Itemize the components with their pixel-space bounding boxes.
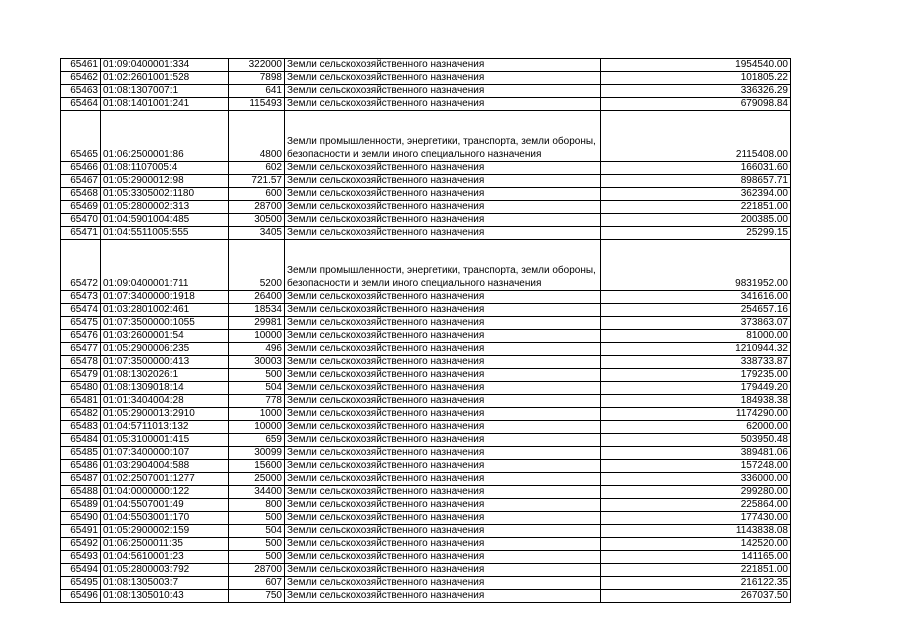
cadastral-value-cell[interactable]: 184938.38: [601, 395, 791, 408]
row-number-cell[interactable]: 65480: [61, 382, 101, 395]
row-number-cell[interactable]: 65461: [61, 59, 101, 72]
cadastral-number-cell[interactable]: 01:04:5507001:49: [101, 499, 229, 512]
cadastral-value-cell[interactable]: 503950.48: [601, 434, 791, 447]
cadastral-value-cell[interactable]: 142520.00: [601, 538, 791, 551]
land-category-cell[interactable]: Земли сельскохозяйственного назначения: [285, 188, 601, 201]
land-category-cell[interactable]: Земли сельскохозяйственного назначения: [285, 460, 601, 473]
land-category-cell[interactable]: Земли сельскохозяйственного назначения: [285, 317, 601, 330]
land-category-cell[interactable]: Земли сельскохозяйственного назначения: [285, 577, 601, 590]
row-number-cell[interactable]: 65487: [61, 473, 101, 486]
cadastral-value-cell[interactable]: 221851.00: [601, 564, 791, 577]
cadastral-number-cell[interactable]: 01:09:0400001:711: [101, 240, 229, 291]
cadastral-number-cell[interactable]: 01:05:2800002:313: [101, 201, 229, 214]
land-category-cell[interactable]: Земли сельскохозяйственного назначения: [285, 369, 601, 382]
land-category-cell[interactable]: Земли сельскохозяйственного назначения: [285, 395, 601, 408]
land-category-cell[interactable]: Земли сельскохозяйственного назначения: [285, 486, 601, 499]
row-number-cell[interactable]: 65470: [61, 214, 101, 227]
area-cell[interactable]: 30500: [229, 214, 285, 227]
table-row: [61, 512, 791, 525]
land-category-cell[interactable]: Земли сельскохозяйственного назначения: [285, 512, 601, 525]
row-number-cell[interactable]: 65464: [61, 98, 101, 111]
area-cell[interactable]: 25000: [229, 473, 285, 486]
land-category-cell[interactable]: Земли сельскохозяйственного назначения: [285, 590, 601, 603]
cadastral-number-cell[interactable]: 01:03:2600001:54: [101, 330, 229, 343]
land-category-cell[interactable]: Земли сельскохозяйственного назначения: [285, 473, 601, 486]
row-number-cell[interactable]: 65466: [61, 162, 101, 175]
area-cell[interactable]: 800: [229, 499, 285, 512]
cadastral-number-cell[interactable]: 01:05:3305002:1180: [101, 188, 229, 201]
table-row: [61, 577, 791, 590]
row-number-cell[interactable]: 65472: [61, 240, 101, 291]
land-category-cell[interactable]: Земли сельскохозяйственного назначения: [285, 85, 601, 98]
cadastral-value-cell[interactable]: 9831952.00: [601, 240, 791, 291]
area-cell[interactable]: 7898: [229, 72, 285, 85]
row-number-cell[interactable]: 65478: [61, 356, 101, 369]
table-row: [61, 590, 791, 603]
table-row: [61, 188, 791, 201]
table-row: [61, 201, 791, 214]
cadastral-value-cell[interactable]: 338733.87: [601, 356, 791, 369]
row-number-cell[interactable]: 65473: [61, 291, 101, 304]
row-number-cell[interactable]: 65485: [61, 447, 101, 460]
table-row: [61, 460, 791, 473]
cadastral-value-cell[interactable]: 299280.00: [601, 486, 791, 499]
cadastral-number-cell[interactable]: 01:04:5901004:485: [101, 214, 229, 227]
row-number-cell[interactable]: 65482: [61, 408, 101, 421]
area-cell[interactable]: 504: [229, 525, 285, 538]
land-category-cell[interactable]: Земли сельскохозяйственного назначения: [285, 551, 601, 564]
table-row: [61, 356, 791, 369]
area-cell[interactable]: 659: [229, 434, 285, 447]
table-row: [61, 382, 791, 395]
land-category-cell[interactable]: Земли сельскохозяйственного назначения: [285, 304, 601, 317]
table-row: [61, 85, 791, 98]
area-cell[interactable]: 641: [229, 85, 285, 98]
cadastral-number-cell[interactable]: 01:05:2800003:792: [101, 564, 229, 577]
cadastral-number-cell[interactable]: 01:04:5711013:132: [101, 421, 229, 434]
area-cell[interactable]: 115493: [229, 98, 285, 111]
table-row: [61, 343, 791, 356]
cadastral-number-cell[interactable]: 01:03:2904004:588: [101, 460, 229, 473]
row-number-cell[interactable]: 65494: [61, 564, 101, 577]
table-row: [61, 421, 791, 434]
cadastral-value-cell[interactable]: 362394.00: [601, 188, 791, 201]
land-category-cell[interactable]: Земли сельскохозяйственного назначения: [285, 201, 601, 214]
land-category-cell[interactable]: Земли сельскохозяйственного назначения: [285, 382, 601, 395]
row-number-cell[interactable]: 65492: [61, 538, 101, 551]
row-number-cell[interactable]: 65465: [61, 111, 101, 162]
table-row: [61, 72, 791, 85]
table-row: [61, 240, 791, 291]
table-row: [61, 369, 791, 382]
cadastral-number-cell[interactable]: 01:07:3400000:1918: [101, 291, 229, 304]
area-cell[interactable]: 496: [229, 343, 285, 356]
table-row: [61, 395, 791, 408]
cadastral-value-cell[interactable]: 179449.20: [601, 382, 791, 395]
cadastral-value-cell[interactable]: 267037.50: [601, 590, 791, 603]
table-row: [61, 538, 791, 551]
land-category-cell[interactable]: Земли сельскохозяйственного назначения: [285, 525, 601, 538]
area-cell[interactable]: 607: [229, 577, 285, 590]
table-row: [61, 227, 791, 240]
land-category-cell[interactable]: Земли сельскохозяйственного назначения: [285, 421, 601, 434]
cadastral-number-cell[interactable]: 01:08:1305010:43: [101, 590, 229, 603]
land-category-cell[interactable]: Земли сельскохозяйственного назначения: [285, 330, 601, 343]
cadastral-number-cell[interactable]: 01:08:1107005:4: [101, 162, 229, 175]
area-cell[interactable]: 778: [229, 395, 285, 408]
cadastral-value-cell[interactable]: 1954540.00: [601, 59, 791, 72]
land-category-cell[interactable]: Земли сельскохозяйственного назначения: [285, 564, 601, 577]
area-cell[interactable]: 15600: [229, 460, 285, 473]
land-category-cell[interactable]: Земли сельскохозяйственного назначения: [285, 538, 601, 551]
land-category-cell[interactable]: Земли сельскохозяйственного назначения: [285, 356, 601, 369]
table-row: [61, 551, 791, 564]
area-cell[interactable]: 10000: [229, 330, 285, 343]
row-number-cell[interactable]: 65490: [61, 512, 101, 525]
cadastral-value-cell[interactable]: 2115408.00: [601, 111, 791, 162]
cadastral-value-cell[interactable]: 177430.00: [601, 512, 791, 525]
land-category-cell[interactable]: Земли сельскохозяйственного назначения: [285, 227, 601, 240]
land-category-cell[interactable]: Земли сельскохозяйственного назначения: [285, 214, 601, 227]
cadastral-number-cell[interactable]: 01:07:3500000:413: [101, 356, 229, 369]
area-cell[interactable]: 500: [229, 538, 285, 551]
cadastral-value-cell[interactable]: 25299.15: [601, 227, 791, 240]
area-cell[interactable]: 28700: [229, 564, 285, 577]
cadastral-value-cell[interactable]: 373863.07: [601, 317, 791, 330]
cadastral-number-cell[interactable]: 01:06:2500011:35: [101, 538, 229, 551]
area-cell[interactable]: 5200: [229, 240, 285, 291]
table-row: [61, 59, 791, 72]
row-number-cell[interactable]: 65488: [61, 486, 101, 499]
land-category-cell[interactable]: Земли сельскохозяйственного назначения: [285, 175, 601, 188]
area-cell[interactable]: 500: [229, 369, 285, 382]
cadastral-value-cell[interactable]: 1143838.08: [601, 525, 791, 538]
table-row: [61, 330, 791, 343]
spreadsheet-sheet: [60, 58, 791, 603]
row-number-cell[interactable]: 65481: [61, 395, 101, 408]
area-cell[interactable]: 500: [229, 551, 285, 564]
row-number-cell[interactable]: 65468: [61, 188, 101, 201]
table-row: [61, 499, 791, 512]
land-category-cell[interactable]: Земли сельскохозяйственного назначения: [285, 408, 601, 421]
table-row: [61, 447, 791, 460]
cadastral-value-cell[interactable]: 336000.00: [601, 473, 791, 486]
cadastral-value-cell[interactable]: 62000.00: [601, 421, 791, 434]
land-category-cell[interactable]: Земли сельскохозяйственного назначения: [285, 434, 601, 447]
area-cell[interactable]: 1000: [229, 408, 285, 421]
cadastral-value-cell[interactable]: 898657.71: [601, 175, 791, 188]
land-category-cell[interactable]: Земли сельскохозяйственного назначения: [285, 343, 601, 356]
row-number-cell[interactable]: 65462: [61, 72, 101, 85]
table-row: [61, 564, 791, 577]
cadastral-number-cell[interactable]: 01:04:0000000:122: [101, 486, 229, 499]
area-cell[interactable]: 29981: [229, 317, 285, 330]
row-number-cell[interactable]: 65493: [61, 551, 101, 564]
land-category-cell[interactable]: Земли сельскохозяйственного назначения: [285, 291, 601, 304]
area-cell[interactable]: 500: [229, 512, 285, 525]
cadastral-number-cell[interactable]: 01:04:5511005:555: [101, 227, 229, 240]
cadastral-number-cell[interactable]: 01:05:2900012:98: [101, 175, 229, 188]
cadastral-value-cell[interactable]: 679098.84: [601, 98, 791, 111]
table-row: [61, 408, 791, 421]
row-number-cell[interactable]: 65477: [61, 343, 101, 356]
cadastral-value-cell[interactable]: 200385.00: [601, 214, 791, 227]
cadastral-value-cell[interactable]: 101805.22: [601, 72, 791, 85]
table-row: [61, 214, 791, 227]
cadastral-value-cell[interactable]: 1174290.00: [601, 408, 791, 421]
area-cell[interactable]: 504: [229, 382, 285, 395]
row-number-cell[interactable]: 65469: [61, 201, 101, 214]
cadastral-value-cell[interactable]: 141165.00: [601, 551, 791, 564]
table-body: [61, 59, 791, 603]
cadastral-value-cell[interactable]: 166031.60: [601, 162, 791, 175]
table-row: [61, 175, 791, 188]
row-number-cell[interactable]: 65471: [61, 227, 101, 240]
row-number-cell[interactable]: 65489: [61, 499, 101, 512]
area-cell[interactable]: 34400: [229, 486, 285, 499]
row-number-cell[interactable]: 65463: [61, 85, 101, 98]
row-number-cell[interactable]: 65483: [61, 421, 101, 434]
area-cell[interactable]: 602: [229, 162, 285, 175]
area-cell[interactable]: 26400: [229, 291, 285, 304]
table-row: [61, 317, 791, 330]
cadastral-number-cell[interactable]: 01:06:2500001:86: [101, 111, 229, 162]
cadastral-number-cell[interactable]: 01:05:2900002:159: [101, 525, 229, 538]
table-row: [61, 291, 791, 304]
cadastral-number-cell[interactable]: 01:08:1401001:241: [101, 98, 229, 111]
row-number-cell[interactable]: 65475: [61, 317, 101, 330]
cadastral-value-cell[interactable]: 341616.00: [601, 291, 791, 304]
cadastral-value-cell[interactable]: 336326.29: [601, 85, 791, 98]
cadastral-number-cell[interactable]: 01:09:0400001:334: [101, 59, 229, 72]
row-number-cell[interactable]: 65484: [61, 434, 101, 447]
area-cell[interactable]: 30099: [229, 447, 285, 460]
area-cell[interactable]: 4800: [229, 111, 285, 162]
area-cell[interactable]: 721.57: [229, 175, 285, 188]
cadastral-value-cell[interactable]: 225864.00: [601, 499, 791, 512]
area-cell[interactable]: 600: [229, 188, 285, 201]
land-category-cell[interactable]: Земли сельскохозяйственного назначения: [285, 72, 601, 85]
cadastral-number-cell[interactable]: 01:07:3400000:107: [101, 447, 229, 460]
cadastral-number-cell[interactable]: 01:03:2801002:461: [101, 304, 229, 317]
land-category-cell[interactable]: Земли сельскохозяйственного назначения: [285, 59, 601, 72]
cadastral-number-cell[interactable]: 01:05:3100001:415: [101, 434, 229, 447]
row-number-cell[interactable]: 65476: [61, 330, 101, 343]
area-cell[interactable]: 30003: [229, 356, 285, 369]
table-row: [61, 111, 791, 162]
land-plots-table: [60, 58, 791, 603]
area-cell[interactable]: 322000: [229, 59, 285, 72]
cadastral-value-cell[interactable]: 1210944.32: [601, 343, 791, 356]
land-category-cell[interactable]: Земли промышленности, энергетики, транспорта, земли обороны, безопасности и земли иного специального назначения: [285, 240, 601, 291]
land-category-cell[interactable]: Земли сельскохозяйственного назначения: [285, 447, 601, 460]
area-cell[interactable]: 28700: [229, 201, 285, 214]
cadastral-value-cell[interactable]: 216122.35: [601, 577, 791, 590]
cadastral-value-cell[interactable]: 389481.06: [601, 447, 791, 460]
cadastral-number-cell[interactable]: 01:05:2900013:2910: [101, 408, 229, 421]
table-row: [61, 525, 791, 538]
row-number-cell[interactable]: 65491: [61, 525, 101, 538]
cadastral-number-cell[interactable]: 01:02:2601001:528: [101, 72, 229, 85]
cadastral-number-cell[interactable]: 01:08:1309018:14: [101, 382, 229, 395]
row-number-cell[interactable]: 65467: [61, 175, 101, 188]
cadastral-number-cell[interactable]: 01:05:2900006:235: [101, 343, 229, 356]
cadastral-value-cell[interactable]: 81000.00: [601, 330, 791, 343]
cadastral-number-cell[interactable]: 01:08:1307007:1: [101, 85, 229, 98]
cadastral-number-cell[interactable]: 01:04:5503001:170: [101, 512, 229, 525]
cadastral-number-cell[interactable]: 01:04:5610001:23: [101, 551, 229, 564]
row-number-cell[interactable]: 65486: [61, 460, 101, 473]
area-cell[interactable]: 10000: [229, 421, 285, 434]
cadastral-value-cell[interactable]: 179235.00: [601, 369, 791, 382]
table-row: [61, 473, 791, 486]
table-row: [61, 486, 791, 499]
cadastral-value-cell[interactable]: 221851.00: [601, 201, 791, 214]
land-category-cell[interactable]: Земли сельскохозяйственного назначения: [285, 162, 601, 175]
cadastral-number-cell[interactable]: 01:07:3500000:1055: [101, 317, 229, 330]
row-number-cell[interactable]: 65474: [61, 304, 101, 317]
table-row: [61, 98, 791, 111]
land-category-cell[interactable]: Земли сельскохозяйственного назначения: [285, 98, 601, 111]
row-number-cell[interactable]: 65496: [61, 590, 101, 603]
land-category-cell[interactable]: Земли сельскохозяйственного назначения: [285, 499, 601, 512]
cadastral-number-cell[interactable]: 01:01:3404004:28: [101, 395, 229, 408]
row-number-cell[interactable]: 65495: [61, 577, 101, 590]
land-category-cell[interactable]: Земли промышленности, энергетики, транспорта, земли обороны, безопасности и земли иного специального назначения: [285, 111, 601, 162]
cadastral-number-cell[interactable]: 01:02:2507001:1277: [101, 473, 229, 486]
cadastral-value-cell[interactable]: 157248.00: [601, 460, 791, 473]
area-cell[interactable]: 3405: [229, 227, 285, 240]
cadastral-number-cell[interactable]: 01:08:1302026:1: [101, 369, 229, 382]
cadastral-number-cell[interactable]: 01:08:1305003:7: [101, 577, 229, 590]
area-cell[interactable]: 18534: [229, 304, 285, 317]
table-row: [61, 162, 791, 175]
area-cell[interactable]: 750: [229, 590, 285, 603]
row-number-cell[interactable]: 65479: [61, 369, 101, 382]
table-row: [61, 434, 791, 447]
cadastral-value-cell[interactable]: 254657.16: [601, 304, 791, 317]
table-row: [61, 304, 791, 317]
